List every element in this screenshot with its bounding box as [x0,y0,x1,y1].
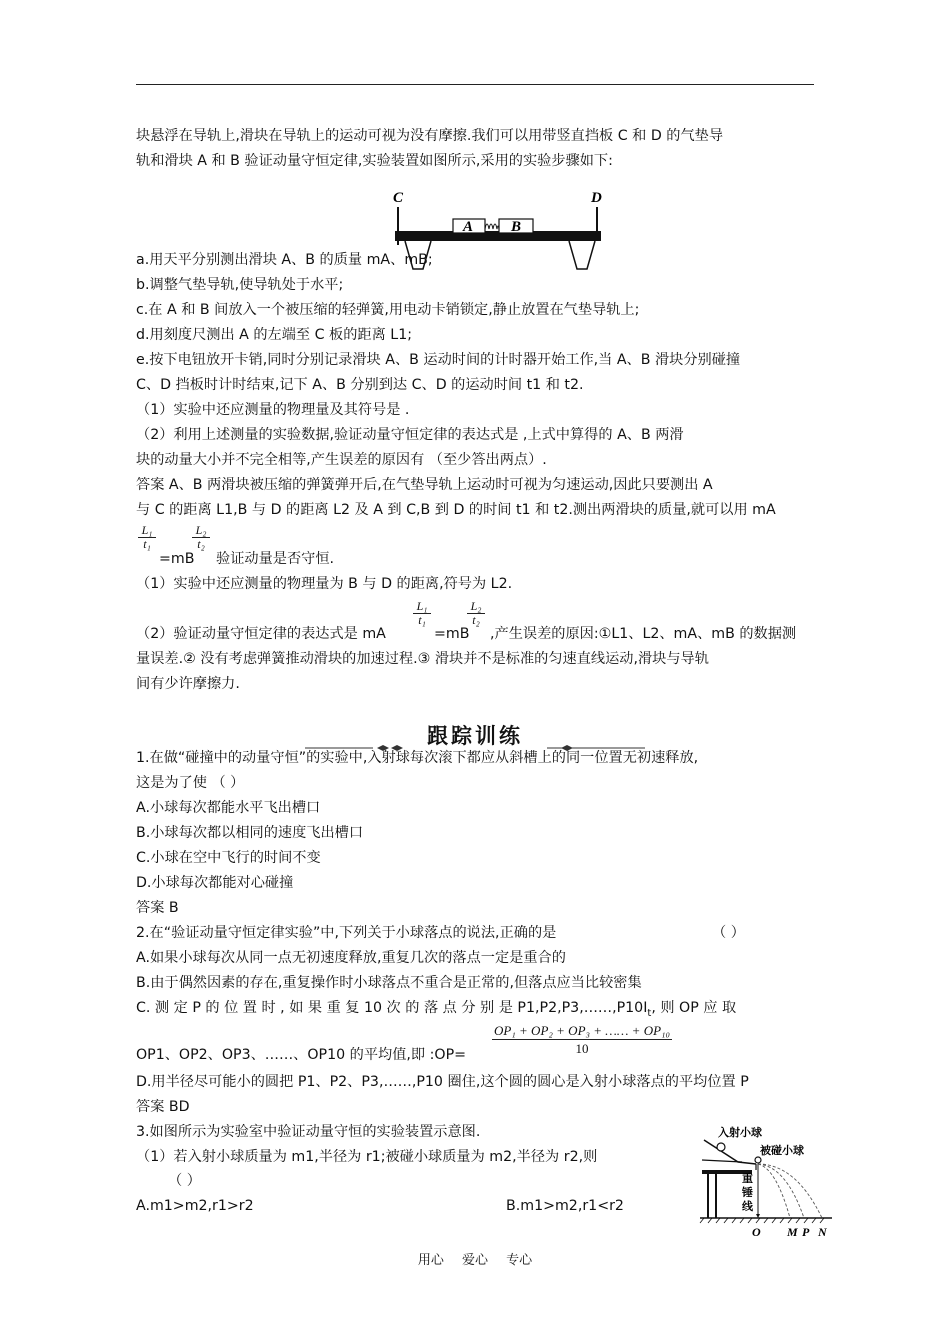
step-c: c.在 A 和 B 间放入一个被压缩的轻弹簧,用电动卡销锁定,静止放置在气垫导轨上; [136,302,640,318]
answer-line-2: 与 C 的距离 L1,B 与 D 的距离 L2 及 A 到 C,B 到 D 的时间 t1 和 t2.测出两滑块的质量,就可以用 mA [136,502,776,518]
section-title: 跟踪训练 [427,724,523,748]
q3-option-a: A.m1>m2,r1>r2 [136,1198,254,1214]
step-b: b.调整气垫导轨,使导轨处于水平; [136,277,344,293]
spring-icon [485,224,499,229]
point-m: M [787,1225,798,1239]
page-footer: 用心 爱心 专心 [417,1253,533,1268]
fraction-l1-t1-b: $\frac{\text{L₁}}{\text{t₁}}$ [413,600,431,627]
average-formula [492,1022,672,1057]
intro-line-1: 块悬浮在导轨上,滑块在导轨上的运动可视为没有摩擦.我们可以用带竖直挡板 C 和 D 的气垫导 [136,128,724,144]
answer-part-2-mid: =mB [434,626,470,642]
fraction-l2-t2-b: $\frac{\text{L₂}}{\text{t₂}}$ [467,600,485,627]
answer-eq-tail: 验证动量是否守恒. [216,551,335,567]
label-d: D [591,190,602,206]
answer-line-1: 答案 A、B 两滑块被压缩的弹簧弹开后,在气垫导轨上运动时可视为匀速运动,因此只要测出 A [136,477,713,493]
q1-answer: 答案 B [136,900,179,916]
incident-ball-label: 入射小球 [718,1126,762,1139]
formula-denominator: 10 [575,1041,589,1056]
q2-option-b: B.由于偶然因素的存在,重复操作时小球落点不重合是正常的,但落点应当比较密集 [136,975,642,991]
target-ball [755,1157,761,1163]
q1-option-b: B.小球每次都以相同的速度飞出槽口 [136,825,364,841]
q2-answer: 答案 BD [136,1099,190,1115]
q2-stem: 2.在“验证动量守恒定律实验”中,下列关于小球落点的说法,正确的是 [136,925,557,941]
label-b: B [511,219,522,235]
formula-numerator: OP₁ + OP₂ + OP₃ + …… + OP₁₀ [493,1023,671,1038]
q1-option-a: A.小球每次都能水平飞出槽口 [136,800,321,816]
plumb-line-label-2: 锤 [742,1186,753,1199]
step-d: d.用刻度尺测出 A 的左端至 C 板的距离 L1; [136,327,413,343]
step-a: a.用天平分别测出滑块 A、B 的质量 mA、mB; [136,252,433,268]
point-o: O [752,1225,761,1239]
air-track-rail [395,231,601,241]
step-e-1: e.按下电钮放开卡销,同时分别记录滑块 A、B 运动时间的计时器开始工作,当 A、B 滑块分别碰撞 [136,352,741,368]
question-1: （1）实验中还应测量的物理量及其符号是 . [136,402,410,418]
plumb-line-label-1: 重 [742,1172,753,1185]
q3-option-b: B.m1>m2,r1<r2 [506,1198,624,1214]
intro-line-2: 轨和滑块 A 和 B 验证动量守恒定律,实验装置如图所示,采用的实验步骤如下: [136,153,613,169]
answer-eq-mid: =mB [159,551,195,567]
label-a: A [463,219,474,235]
point-n: N [818,1225,827,1239]
trajectory-n [758,1164,822,1218]
header-rule [136,84,814,85]
q3-part-1: （1）若入射小球质量为 m1,半径为 r1;被碰小球质量为 m2,半径为 r2,则 [136,1149,598,1165]
q2-option-c-1: C. 测 定 P 的 位 置 时 , 如 果 重 复 10 次 的 落 点 分 别 是 $P1,P2,P3,\dots\dots,P10I_t$, 则 OP 应 取 [136,1000,737,1019]
fraction-l1-t1: $\frac{\text{L₁}}{\text{t₁}}$ [138,524,156,551]
q2-paren: （ ） [712,925,745,941]
answer-part-2-tail: ,产生误差的原因:①L1、L2、mA、mB 的数据测 [490,626,797,642]
q1-stem-2: 这是为了使 （ ） [136,775,245,791]
step-e-2: C、D 挡板时计时结束,记下 A、B 分别到达 C、D 的运动时间 t1 和 t2. [136,377,584,393]
incident-ball [717,1143,725,1151]
plumb-line-label-3: 线 [742,1200,753,1213]
q2-option-c-2: OP1、OP2、OP3、……、OP10 的平均值,即 :OP= [136,1047,467,1063]
q2-option-d: D.用半径尽可能小的圆把 P1、P2、P3,……,P10 圈住,这个圆的圆心是入射小球落点的平均位置 P [136,1074,749,1090]
point-p: P [802,1225,810,1239]
answer-part-1: （1）实验中还应测量的物理量为 B 与 D 的距离,符号为 L2. [136,576,513,592]
collision-apparatus-figure [696,1124,836,1242]
q1-stem-1: 1.在做“碰撞中的动量守恒”的实验中,入射球每次滚下都应从斜槽上的同一位置无初速释放, [136,750,699,766]
q3-paren: （ ） [168,1173,201,1189]
q1-option-d: D.小球每次都能对心碰撞 [136,875,294,891]
answer-part-2-line-2: 量误差.② 没有考虑弹簧推动滑块的加速过程.③ 滑块并不是标准的匀速直线运动,滑块与导轨 [136,651,709,667]
q1-option-c: C.小球在空中飞行的时间不变 [136,850,321,866]
label-c: C [393,190,404,206]
target-ball-label: 被碰小球 [760,1144,804,1157]
answer-part-2-prefix: （2）验证动量守恒定律的表达式是 mA [136,626,386,642]
question-2-line-2: 块的动量大小并不完全相等,产生误差的原因有 （至少答出两点）. [136,452,547,468]
trajectory-m [758,1164,790,1218]
question-2-line-1: （2）利用上述测量的实验数据,验证动量守恒定律的表达式是 ,上式中算得的 A、B 两滑 [136,427,684,443]
fraction-l2-t2: $\frac{\text{L₂}}{\text{t₂}}$ [192,524,210,551]
q2-option-a: A.如果小球每次从同一点无初速度释放,重复几次的落点一定是重合的 [136,950,566,966]
answer-part-2-line-3: 间有少许摩擦力. [136,676,240,692]
q3-stem: 3.如图所示为实验室中验证动量守恒的实验装置示意图. [136,1124,481,1140]
